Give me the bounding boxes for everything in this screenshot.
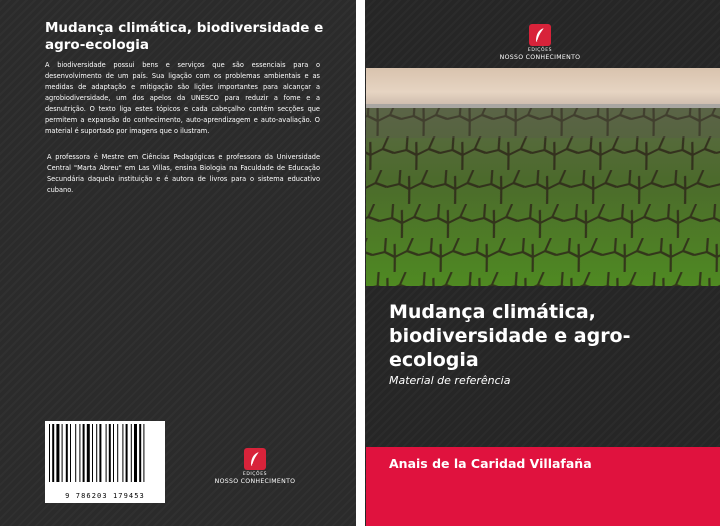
isbn-barcode [45,421,165,503]
publisher-line2: NOSSO CONHECIMENTO [499,54,581,61]
isbn-digits: 9 786203 179453 [65,492,145,500]
book-description: A biodiversidade possui bens e serviços que são essenciais para o desenvolvimento de um país. Sua ligação com os problemas ambientais e as medidas de adaptação e mitigação são lições importantes para alcançar a agrobiodiversidade, um dos apelos da UNESCO para reduzir a fome e a desnutrição. O texto liga estes tópicos e cada cabeçalho contém secções que permitem a expansão do conhecimento, auto-aprendizagem e auto-avaliação. O material é suportado por imagens que o ilustram. [45,61,320,135]
author-name: Anais de la Caridad Villafaña [389,456,592,471]
barcode-bars-icon [45,421,165,493]
front-cover-subtitle: Material de referência [389,374,511,387]
feather-icon [244,448,266,470]
back-cover [0,0,356,526]
publisher-line1: EDIÇÕES [242,472,268,477]
publisher-line1: EDIÇÕES [527,48,553,53]
publisher-logo-back [205,448,305,486]
feather-icon [529,24,551,46]
author-band [366,447,720,526]
cracked-earth-photo [366,68,720,286]
publisher-logo-front [485,24,595,62]
front-cover-title: Mudança climática, biodiversidade e agro-ecologia [389,301,631,371]
author-bio: A professora é Mestre em Ciências Pedagógicas e professora da Universidade Central "Marta Abreu" em Las Villas, ensina Biologia na Faculdade de Educação Secundária daquela instituição e é autora de livros para o sistema educativo cubano. [47,153,320,194]
cracked-earth-image [366,68,720,286]
publisher-line2: NOSSO CONHECIMENTO [214,478,296,485]
back-cover-title: Mudança climática, biodiversidade e agro-ecologia [45,20,324,53]
spine [356,0,365,526]
